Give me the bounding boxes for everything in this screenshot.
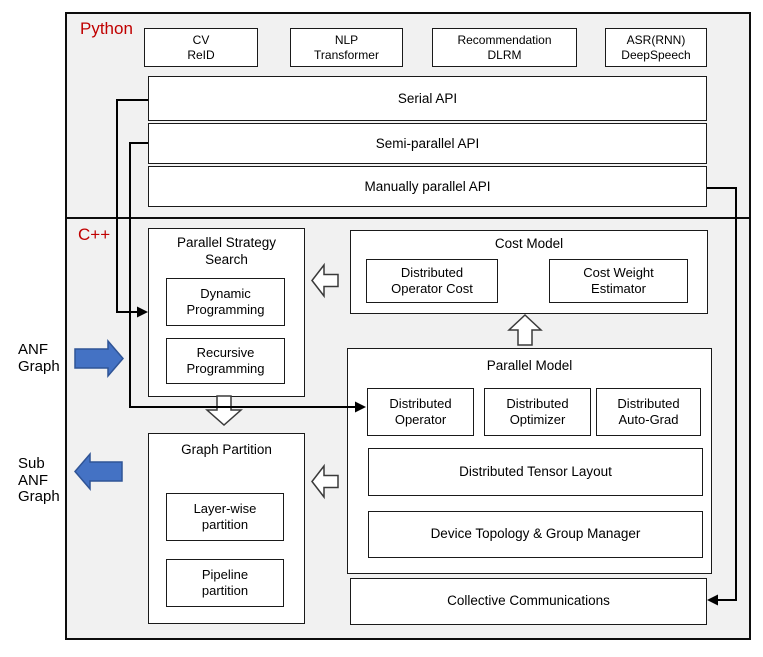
title-line: Search <box>205 251 248 267</box>
distributed-optimizer-box <box>484 388 591 436</box>
collective-communications-box: Collective Communications <box>350 578 707 625</box>
cost-weight-estimator-box <box>549 259 688 303</box>
parallel-model-box <box>347 348 712 574</box>
app-box-line: ReID <box>187 47 215 62</box>
title-line: Parallel Strategy <box>176 235 277 250</box>
label-line: Layer-wise <box>193 500 257 516</box>
label-line: Distributed <box>617 395 680 411</box>
app-box-cv-reid <box>144 28 258 67</box>
label-line: partition <box>201 583 249 598</box>
label-line: Cost Weight <box>583 264 654 280</box>
recursive-programming-box <box>166 338 285 384</box>
app-box-line: NLP <box>334 32 359 47</box>
parallel-model-title: Parallel Model <box>486 358 573 373</box>
graph-partition-title: Graph Partition <box>181 442 272 457</box>
layer-wise-partition-box <box>166 493 284 541</box>
app-box-line: DeepSpeech <box>621 47 691 62</box>
app-box-asr-deepspeech <box>605 28 707 67</box>
api-bar-manually-parallel: Manually parallel API <box>148 166 707 207</box>
distributed-auto-grad-box <box>596 388 701 436</box>
label-line: Programming <box>186 361 265 376</box>
sub-anf-graph-label <box>18 456 60 506</box>
pipeline-partition-box <box>166 559 284 607</box>
label-line: Distributed <box>389 395 452 411</box>
label-line: Distributed <box>400 264 464 280</box>
label-line: Optimizer <box>509 412 566 427</box>
label-line: Recursive <box>196 344 255 360</box>
parallel-strategy-search-box <box>148 228 305 397</box>
graph-partition-box <box>148 433 305 624</box>
label-line: Sub <box>18 455 45 472</box>
python-section-label: Python <box>80 19 133 38</box>
label-line: ANF <box>18 341 48 358</box>
distributed-operator-box <box>367 388 474 436</box>
api-bar-serial: Serial API <box>148 76 707 121</box>
label-line: Pipeline <box>201 566 249 582</box>
parallel-strategy-search-title <box>149 229 304 269</box>
label-line: Operator Cost <box>391 281 473 296</box>
label-line: ANF <box>18 471 48 489</box>
label-line: Dynamic <box>200 285 251 301</box>
distributed-tensor-layout-box: Distributed Tensor Layout <box>368 448 703 496</box>
api-bar-semi-parallel: Semi-parallel API <box>148 123 707 164</box>
app-box-line: ASR(RNN) <box>626 32 686 47</box>
distributed-operator-cost-box <box>366 259 498 303</box>
device-topology-group-manager-box: Device Topology & Group Manager <box>368 511 703 558</box>
app-box-line: Transformer <box>314 47 379 62</box>
label-line: Graph <box>18 357 60 375</box>
label-line: Operator <box>394 412 447 427</box>
label-line: Graph <box>18 488 60 505</box>
cpp-section-label: C++ <box>78 225 111 244</box>
label-line: Auto-Grad <box>618 412 679 427</box>
app-box-recommendation-dlrm <box>432 28 577 67</box>
cost-model-title: Cost Model <box>494 236 564 251</box>
cost-model-box <box>350 230 708 314</box>
app-box-nlp-transformer <box>290 28 403 67</box>
label-line: Distributed <box>506 395 569 411</box>
label-line: Programming <box>186 302 265 317</box>
app-box-line: Recommendation <box>457 32 552 47</box>
app-box-line: CV <box>192 32 210 47</box>
dynamic-programming-box <box>166 278 285 326</box>
app-box-line: DLRM <box>487 47 522 62</box>
label-line: Estimator <box>591 281 646 296</box>
anf-graph-label <box>18 342 60 375</box>
label-line: partition <box>201 517 249 532</box>
